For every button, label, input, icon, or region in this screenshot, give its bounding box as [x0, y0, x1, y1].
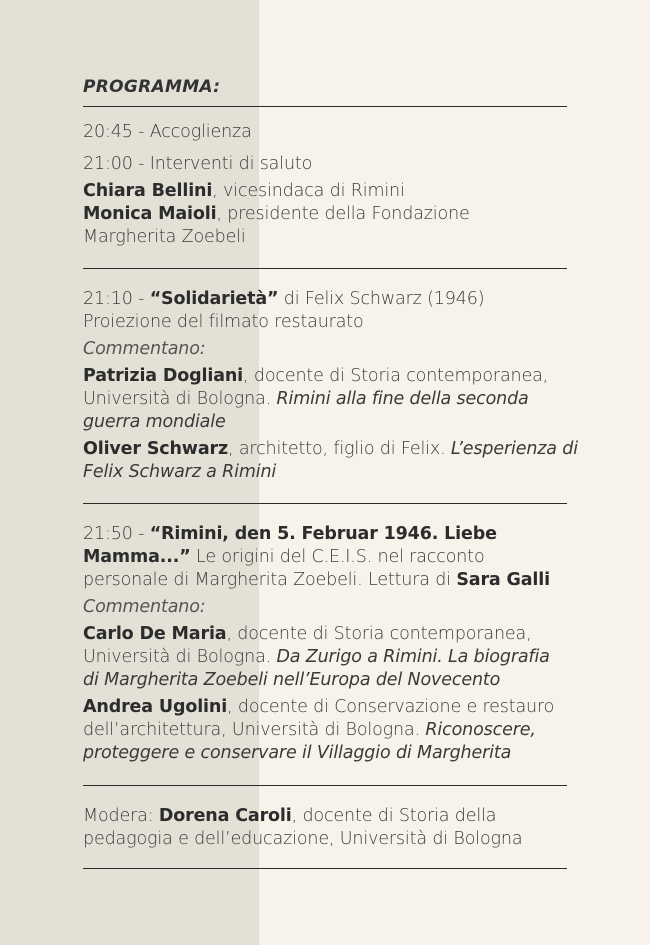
speaker-role: , architetto, figlio di Felix.: [228, 439, 451, 459]
comment-label: Commentano:: [83, 597, 206, 617]
speaker-name: Patrizia Dogliani: [83, 366, 244, 386]
speaker-line: [83, 646, 550, 669]
film-item: 21:10 - “Solidarietà” di Felix Schwarz (1946): [83, 289, 485, 309]
speaker-line: [83, 203, 470, 226]
speaker-line: [83, 623, 532, 646]
talk-title: Riconoscere,: [425, 720, 536, 740]
talk-title-continued: Felix Schwarz a Rimini: [83, 462, 277, 482]
speaker-role: , docente di Storia contemporanea,: [243, 366, 549, 386]
speaker-name: Oliver Schwarz: [83, 439, 229, 459]
talk-title-continued: di Margherita Zoebeli nell’Europa del Novecento: [83, 670, 501, 690]
letters-title-continued: Mamma...”: [83, 547, 191, 567]
speaker-line: [83, 438, 578, 461]
speaker-role: , docente di Storia contemporanea,: [226, 624, 532, 644]
letters-time: 21:50: [83, 524, 133, 544]
talk-title: L’esperienza di: [450, 439, 578, 459]
speaker-line: [83, 696, 554, 719]
speaker-name: Monica Maioli: [83, 204, 217, 224]
greetings-time: 21:00: [83, 154, 133, 174]
moderator-role: , docente di Storia della: [291, 806, 497, 826]
letters-description: Le origini del C.E.I.S. nel racconto: [190, 547, 485, 567]
letters-item: 21:50 - “Rimini, den 5. Februar 1946. Liebe: [83, 524, 497, 544]
greetings-title: Interventi di saluto: [149, 154, 313, 174]
speaker-role-continued: Margherita Zoebeli: [83, 227, 246, 247]
speaker-role: , vicesindaca di Rimini: [212, 181, 405, 201]
speaker-role-continued: Università di Bologna.: [83, 647, 277, 667]
film-title: “Solidarietà”: [149, 289, 279, 309]
moderator-role-continued: pedagogia e dell’educazione, Università di Bologna: [83, 829, 523, 849]
film-time: 21:10: [83, 289, 133, 309]
divider: [83, 868, 567, 869]
letters-description-continued: personale di Margherita Zoebeli. Lettura di Sara Galli: [83, 570, 550, 590]
speaker-name: Andrea Ugolini: [83, 697, 228, 717]
greetings-item: 21:00 - Interventi di saluto: [83, 154, 313, 174]
speaker-role: , docente di Conservazione e restauro: [227, 697, 555, 717]
speaker-role-continued: dell’architettura, Università di Bologna.: [83, 720, 426, 740]
letters-title: “Rimini, den 5. Februar 1946. Liebe: [149, 524, 497, 544]
speaker-line: [83, 365, 548, 388]
letters-item-continued: [83, 546, 485, 569]
talk-title: Rimini alla fine della seconda: [276, 389, 529, 409]
reader-name: Sara Galli: [456, 570, 550, 590]
speaker-name: Chiara Bellini: [83, 181, 213, 201]
comment-label: Commentano:: [83, 339, 206, 359]
divider: [83, 106, 567, 107]
program-heading: PROGRAMMA:: [83, 77, 221, 97]
speaker-role-continued: Università di Bologna.: [83, 389, 277, 409]
moderator-label: Modera:: [83, 806, 159, 826]
film-subtitle: Proiezione del filmato restaurato: [83, 312, 364, 332]
divider: [83, 503, 567, 504]
welcome-title: Accoglienza: [149, 122, 252, 142]
talk-title-continued: proteggere e conservare il Villaggio di Margherita: [83, 743, 512, 763]
divider: [83, 785, 567, 786]
talk-title-continued: guerra mondiale: [83, 412, 226, 432]
speaker-line: [83, 719, 536, 742]
speaker-role: , presidente della Fondazione: [216, 204, 470, 224]
speaker-line: [83, 388, 529, 411]
divider: [83, 268, 567, 269]
speaker-line: [83, 180, 405, 203]
speaker-name: Carlo De Maria: [83, 624, 227, 644]
moderator-name: Dorena Caroli: [158, 806, 292, 826]
welcome-item: 20:45 - Accoglienza: [83, 122, 252, 142]
film-author: di Felix Schwarz (1946): [278, 289, 485, 309]
moderator-line: [83, 805, 496, 828]
welcome-time: 20:45: [83, 122, 133, 142]
talk-title: Da Zurigo a Rimini. La biografia: [276, 647, 550, 667]
